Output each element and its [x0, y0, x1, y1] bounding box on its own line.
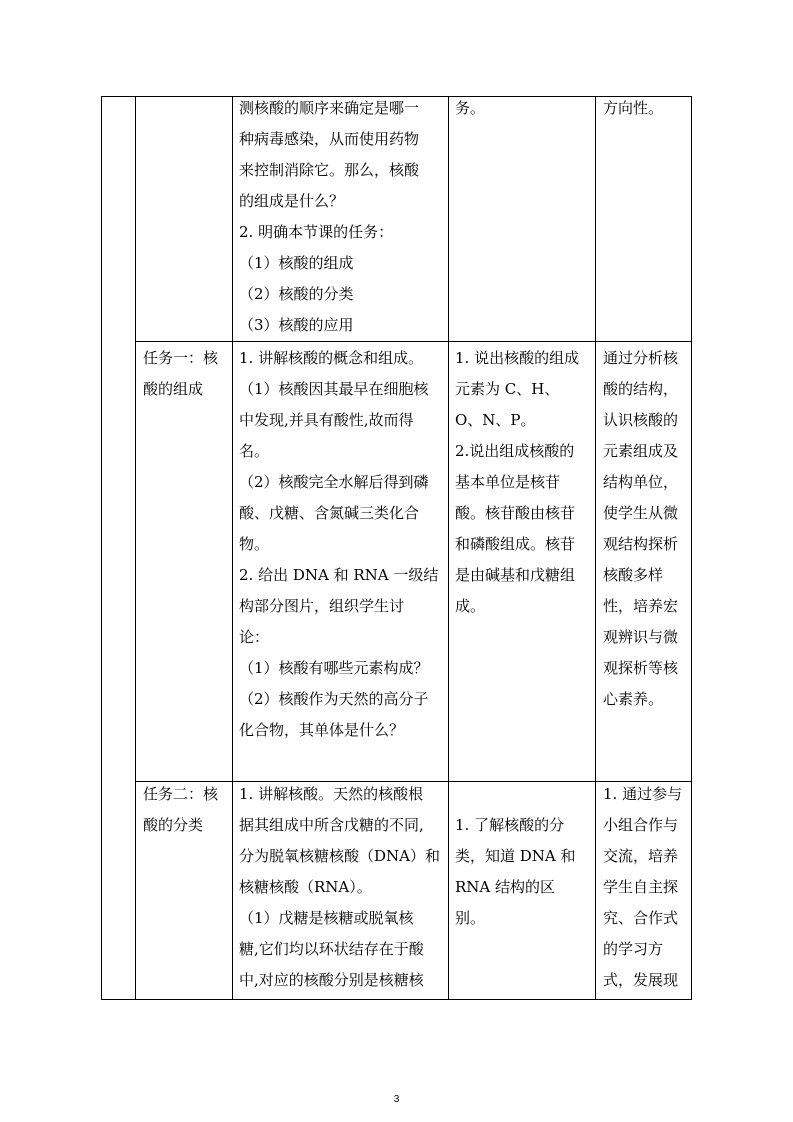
table-cell-line: （2）核酸的分类 — [239, 285, 354, 303]
table-cell-line: 结构单位， — [603, 473, 679, 491]
table-cell-line: 学生自主探 — [603, 878, 679, 896]
task-title-line: 任务一：核 — [143, 349, 219, 367]
table-cell-line: 核酸多样 — [603, 566, 664, 584]
table-cell-line: 元素为 C、H、 — [455, 380, 560, 398]
table-cell-line: 糖,它们均以环状结存在于酸 — [239, 940, 424, 958]
row-2-intent-cell — [603, 343, 691, 715]
table-cell-line: 1. 说出核酸的组成 — [455, 349, 580, 367]
table-cell-line: 小组合作与 — [603, 816, 679, 834]
table-cell-line: 2.说出组成核酸的 — [455, 442, 575, 460]
table-cell-line: 1. 讲解核酸。天然的核酸根 — [239, 785, 424, 803]
table-cell-line: 的组成是什么？ — [239, 192, 345, 210]
table-cell-line: 类，知道 DNA 和 — [455, 847, 576, 865]
table-cell-line: 别。 — [455, 909, 486, 927]
table-cell-line: O、N、P。 — [455, 411, 536, 429]
table-cell-line: 构部分图片，组织学生讨 — [239, 597, 405, 615]
row-1-activity-cell — [239, 93, 447, 341]
table-cell-line: 究、合作式 — [603, 909, 679, 927]
row-1-student-cell — [455, 93, 593, 124]
table-cell-line: （1）核酸有哪些元素构成？ — [239, 659, 429, 677]
row-3-intent-cell — [603, 779, 691, 996]
table-cell-line: 分为脱氧核糖核酸（DNA）和 — [239, 847, 440, 865]
table-cell-line: 核糖核酸（RNA）。 — [239, 878, 372, 896]
table-cell-line: （3）核酸的应用 — [239, 316, 354, 334]
table-cell-line: 务。 — [455, 99, 486, 117]
table-cell-line: 论： — [239, 628, 270, 646]
table-cell-line: 心素养。 — [603, 690, 664, 708]
row-3-task-cell — [143, 779, 231, 841]
row-divider — [135, 341, 691, 342]
task-title-line: 酸的组成 — [143, 380, 204, 398]
task-title-line: 任务二：核 — [143, 785, 219, 803]
table-cell-line: 的学习方 — [603, 940, 664, 958]
table-cell-line: 元素组成及 — [603, 442, 679, 460]
table-cell-line: 通过分析核 — [603, 349, 679, 367]
table-cell-line: （1）核酸的组成 — [239, 254, 354, 272]
page-number: 3 — [393, 1094, 400, 1105]
table-cell-line: 方向性。 — [603, 99, 664, 117]
table-cell-line: 酸的结构， — [603, 380, 679, 398]
row-2-student-cell — [455, 343, 593, 622]
table-cell-line: 据其组成中所含戊糖的不同, — [239, 816, 424, 834]
table-cell-line: 2. 明确本节课的任务： — [239, 223, 394, 241]
row-3-student-cell — [455, 810, 593, 934]
table-cell-line: 基本单位是核苷 — [455, 473, 561, 491]
table-cell-line: 式，发展现 — [603, 971, 679, 989]
table-cell-line: （1）核酸因其最早在细胞核 — [239, 380, 429, 398]
table-cell-line: 1. 讲解核酸的概念和组成。 — [239, 349, 424, 367]
column-divider — [232, 97, 233, 999]
table-cell-line: 1. 了解核酸的分 — [455, 816, 565, 834]
table-cell-line: 使学生从微 — [603, 504, 679, 522]
table-cell-line: （2）核酸作为天然的高分子 — [239, 690, 429, 708]
column-divider — [595, 97, 596, 999]
table-cell-line: 观探析等核 — [603, 659, 679, 677]
table-cell-line: 是由碱基和戊糖组 — [455, 566, 576, 584]
table-cell-line: 成。 — [455, 597, 486, 615]
table-cell-line: 测核酸的顺序来确定是哪一 — [239, 99, 420, 117]
row-2-activity-cell — [239, 343, 447, 746]
table-cell-line: 和磷酸组成。核苷 — [455, 535, 576, 553]
table-cell-line: 化合物，其单体是什么？ — [239, 721, 405, 739]
task-title-line: 酸的分类 — [143, 816, 204, 834]
table-cell-line: 1. 通过参与 — [603, 785, 683, 803]
lesson-plan-table — [101, 96, 692, 1000]
row-2-task-cell — [143, 343, 231, 405]
table-cell-line: 名。 — [239, 442, 270, 460]
table-cell-line: 酸、戊糖、含氮碱三类化合 — [239, 504, 420, 522]
table-cell-line: 认识核酸的 — [603, 411, 679, 429]
table-cell-line: 观结构探析 — [603, 535, 679, 553]
column-divider — [448, 97, 449, 999]
table-cell-line: （1）戊糖是核糖或脱氧核 — [239, 909, 414, 927]
table-cell-line: 中,对应的核酸分别是核糖核 — [239, 971, 424, 989]
table-cell-line: 物。 — [239, 535, 270, 553]
row-3-activity-cell — [239, 779, 447, 996]
table-cell-line: 种病毒感染，从而使用药物 — [239, 130, 420, 148]
table-cell-line: 来控制消除它。那么，核酸 — [239, 161, 420, 179]
table-cell-line: 交流，培养 — [603, 847, 679, 865]
table-cell-line: （2）核酸完全水解后得到磷 — [239, 473, 429, 491]
table-cell-line: 中发现,并具有酸性,故而得 — [239, 411, 414, 429]
table-cell-line: 2. 给出 DNA 和 RNA 一级结 — [239, 566, 439, 584]
column-divider — [135, 97, 136, 999]
table-cell-line: RNA 结构的区 — [455, 878, 556, 896]
table-cell-line: 酸。核苷酸由核苷 — [455, 504, 576, 522]
row-1-intent-cell — [603, 93, 691, 124]
table-cell-line: 性，培养宏 — [603, 597, 679, 615]
table-cell-line: 观辨识与微 — [603, 628, 679, 646]
